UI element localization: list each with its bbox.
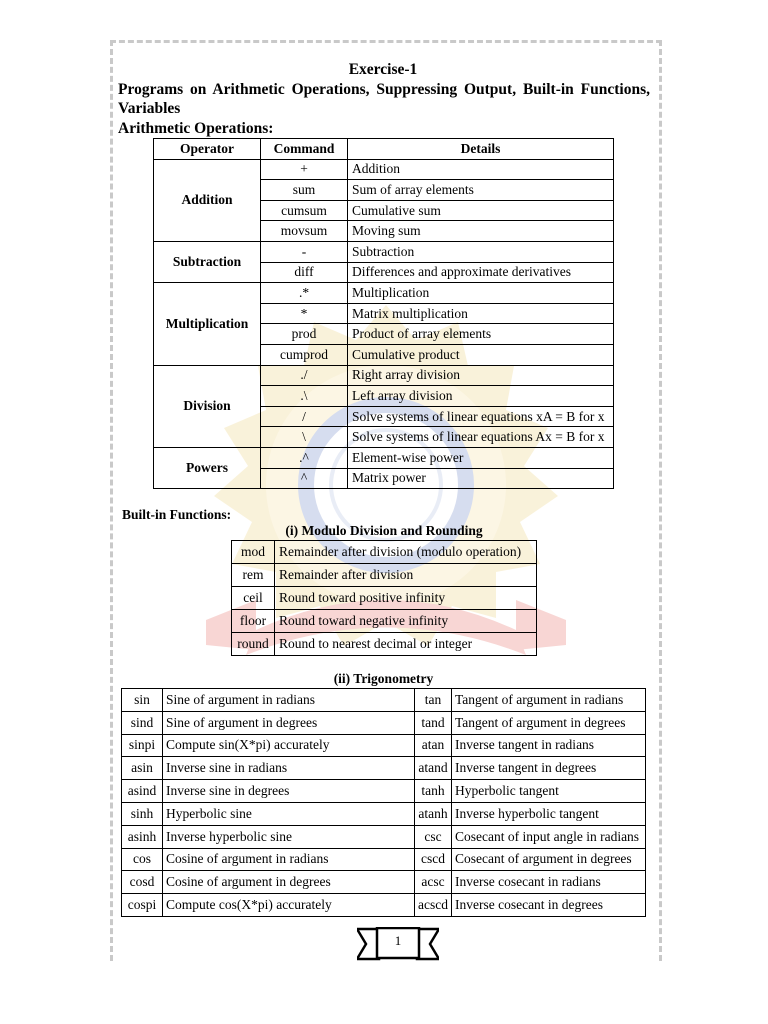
function-name: sinpi: [122, 734, 163, 757]
command-cell: *: [261, 303, 348, 324]
builtin-functions-heading: Built-in Functions:: [122, 507, 232, 522]
function-description: Remainder after division: [275, 564, 537, 587]
function-description: Sine of argument in radians: [163, 689, 415, 712]
function-description: Sine of argument in degrees: [163, 711, 415, 734]
command-cell: cumprod: [261, 344, 348, 365]
command-cell: ^: [261, 468, 348, 489]
exercise-subtitle: Programs on Arithmetic Operations, Suppressing Output, Built-in Functions, Variables: [118, 81, 650, 117]
function-name: tand: [415, 711, 452, 734]
command-cell: -: [261, 241, 348, 262]
command-cell: .\: [261, 386, 348, 407]
function-name: ceil: [232, 587, 275, 610]
trig-row: [122, 734, 646, 757]
function-name: cos: [122, 848, 163, 871]
details-cell: Cumulative sum: [348, 200, 614, 221]
function-name: cscd: [415, 848, 452, 871]
function-name: atand: [415, 757, 452, 780]
arith-row: [154, 159, 614, 180]
function-name: csc: [415, 825, 452, 848]
operator-group-subtraction: Subtraction: [154, 241, 261, 282]
trig-row: [122, 802, 646, 825]
operator-group-multiplication: Multiplication: [154, 283, 261, 365]
function-description: Cosecant of input angle in radians: [451, 825, 645, 848]
function-description: Inverse cosecant in degrees: [451, 894, 645, 917]
function-description: Cosine of argument in radians: [163, 848, 415, 871]
command-cell: .*: [261, 283, 348, 304]
command-cell: .^: [261, 447, 348, 468]
function-name: sin: [122, 689, 163, 712]
details-cell: Left array division: [348, 386, 614, 407]
details-cell: Matrix power: [348, 468, 614, 489]
arithmetic-heading: Arithmetic Operations:: [118, 120, 274, 137]
function-name: mod: [232, 541, 275, 564]
details-cell: Right array division: [348, 365, 614, 386]
function-name: floor: [232, 610, 275, 633]
function-name: rem: [232, 564, 275, 587]
function-description: Cosine of argument in degrees: [163, 871, 415, 894]
details-cell: Element-wise power: [348, 447, 614, 468]
function-description: Inverse hyperbolic tangent: [451, 802, 645, 825]
command-cell: /: [261, 406, 348, 427]
command-cell: +: [261, 159, 348, 180]
trig-row: [122, 757, 646, 780]
function-description: Inverse sine in degrees: [163, 780, 415, 803]
function-name: sinh: [122, 802, 163, 825]
function-description: Inverse tangent in radians: [451, 734, 645, 757]
function-description: Remainder after division (modulo operation): [275, 541, 537, 564]
operator-group-powers: Powers: [154, 447, 261, 488]
arith-header-row: [154, 139, 614, 160]
operator-group-division: Division: [154, 365, 261, 447]
details-cell: Differences and approximate derivatives: [348, 262, 614, 283]
function-description: Tangent of argument in radians: [451, 689, 645, 712]
arith-header-cell: Details: [348, 139, 614, 160]
exercise-title: Exercise-1: [348, 61, 418, 78]
trig-row: [122, 689, 646, 712]
details-cell: Product of array elements: [348, 324, 614, 345]
function-name: asinh: [122, 825, 163, 848]
details-cell: Solve systems of linear equations Ax = B for x: [348, 427, 614, 448]
trigonometry-heading: (ii) Trigonometry: [333, 671, 434, 686]
details-cell: Matrix multiplication: [348, 303, 614, 324]
function-name: asind: [122, 780, 163, 803]
function-name: cosd: [122, 871, 163, 894]
function-name: asin: [122, 757, 163, 780]
trigonometry-table: [121, 688, 646, 917]
details-cell: Multiplication: [348, 283, 614, 304]
arith-row: [154, 241, 614, 262]
page-number: 1: [394, 933, 402, 948]
command-cell: cumsum: [261, 200, 348, 221]
command-cell: movsum: [261, 221, 348, 242]
function-name: atan: [415, 734, 452, 757]
function-description: Cosecant of argument in degrees: [451, 848, 645, 871]
trig-row: [122, 711, 646, 734]
arith-header-cell: Operator: [154, 139, 261, 160]
arith-header-cell: Command: [261, 139, 348, 160]
function-description: Inverse sine in radians: [163, 757, 415, 780]
arithmetic-operations-table: [153, 138, 614, 489]
modulo-rounding-table: [231, 540, 537, 656]
arith-row: [154, 283, 614, 304]
function-name: tan: [415, 689, 452, 712]
function-name: cospi: [122, 894, 163, 917]
command-cell: prod: [261, 324, 348, 345]
trig-row: [122, 894, 646, 917]
arith-row: [154, 447, 614, 468]
function-description: Inverse cosecant in radians: [451, 871, 645, 894]
modulo-row: [232, 587, 537, 610]
function-name: atanh: [415, 802, 452, 825]
modulo-heading: (i) Modulo Division and Rounding: [285, 523, 483, 538]
function-name: acsc: [415, 871, 452, 894]
details-cell: Solve systems of linear equations xA = B for x: [348, 406, 614, 427]
function-description: Hyperbolic tangent: [451, 780, 645, 803]
command-cell: sum: [261, 180, 348, 201]
function-description: Inverse hyperbolic sine: [163, 825, 415, 848]
trig-row: [122, 825, 646, 848]
function-description: Round toward positive infinity: [275, 587, 537, 610]
function-description: Hyperbolic sine: [163, 802, 415, 825]
function-description: Inverse tangent in degrees: [451, 757, 645, 780]
operator-group-addition: Addition: [154, 159, 261, 241]
function-description: Tangent of argument in degrees: [451, 711, 645, 734]
details-cell: Sum of array elements: [348, 180, 614, 201]
details-cell: Cumulative product: [348, 344, 614, 365]
details-cell: Subtraction: [348, 241, 614, 262]
trig-row: [122, 780, 646, 803]
trig-row: [122, 848, 646, 871]
command-cell: \: [261, 427, 348, 448]
modulo-row: [232, 633, 537, 656]
arith-row: [154, 365, 614, 386]
details-cell: Moving sum: [348, 221, 614, 242]
modulo-row: [232, 564, 537, 587]
function-name: round: [232, 633, 275, 656]
command-cell: diff: [261, 262, 348, 283]
function-description: Compute sin(X*pi) accurately: [163, 734, 415, 757]
details-cell: Addition: [348, 159, 614, 180]
function-description: Round to nearest decimal or integer: [275, 633, 537, 656]
function-name: sind: [122, 711, 163, 734]
trig-row: [122, 871, 646, 894]
modulo-row: [232, 541, 537, 564]
modulo-row: [232, 610, 537, 633]
function-name: tanh: [415, 780, 452, 803]
function-description: Round toward negative infinity: [275, 610, 537, 633]
command-cell: ./: [261, 365, 348, 386]
function-description: Compute cos(X*pi) accurately: [163, 894, 415, 917]
function-name: acscd: [415, 894, 452, 917]
